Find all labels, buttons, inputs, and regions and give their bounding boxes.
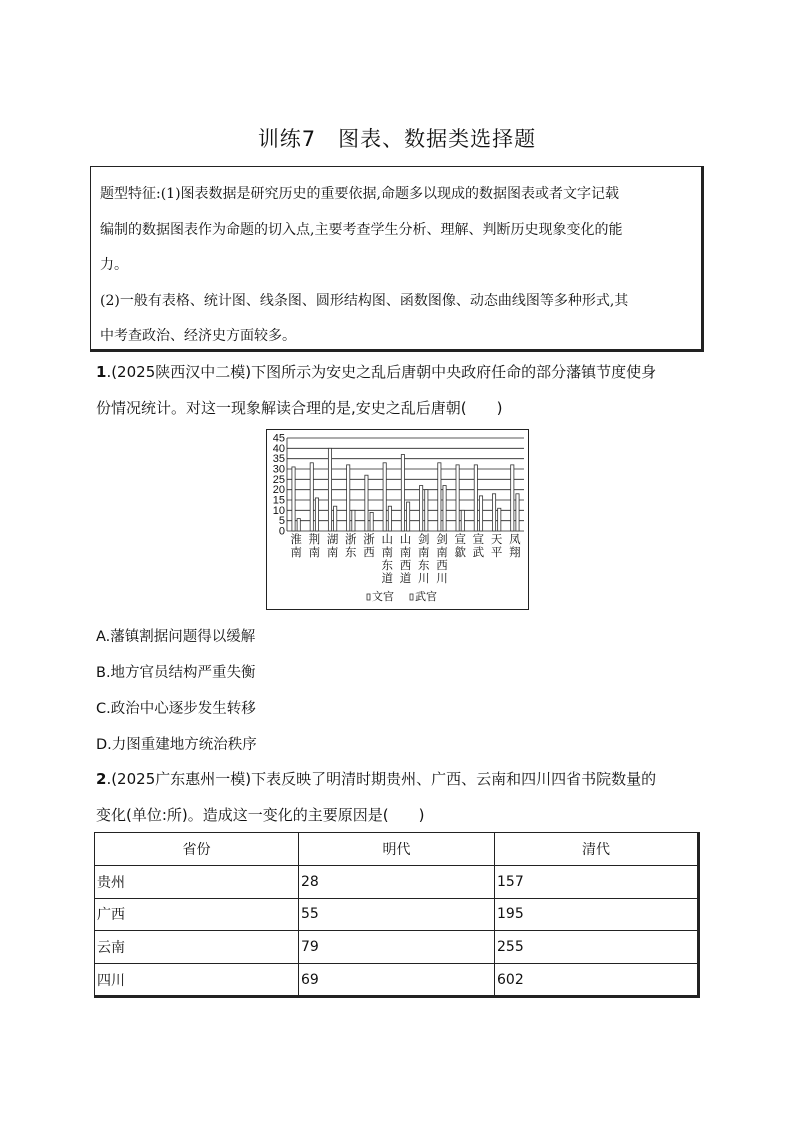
legend-swatch-civil [367, 594, 370, 600]
y-tick-label: 10 [272, 504, 285, 517]
bar-civil [420, 486, 423, 531]
y-tick-label: 25 [272, 473, 285, 486]
table-cell: 195 [495, 898, 699, 931]
table-cell: 云南 [95, 931, 299, 964]
x-category-label: 南 [417, 545, 430, 559]
question-2-number: 2 [96, 770, 107, 788]
table-header-row [95, 833, 699, 866]
academy-count-table [94, 832, 700, 998]
bar-civil [310, 463, 313, 531]
y-tick-label: 40 [272, 442, 285, 455]
bar-civil [292, 467, 295, 531]
table-cell: 广西 [95, 898, 299, 931]
table-cell: 69 [299, 964, 495, 997]
intro-line-1: 题型特征:(1)图表数据是研究历史的重要依据,命题多以现成的数据图表或者文字记载 [100, 186, 619, 202]
x-category-label: 东 [417, 558, 430, 572]
x-category-label: 天 [490, 532, 503, 546]
table-cell: 28 [299, 865, 495, 898]
question-1-line-2: 份情况统计。对这一现象解读合理的是,安史之乱后唐朝( ) [96, 399, 503, 417]
x-category-label: 西 [399, 558, 412, 572]
question-2-text-1: .(2025广东惠州一模)下表反映了明清时期贵州、广西、云南和四川四省书院数量的 [106, 770, 657, 788]
bar-military [370, 512, 373, 531]
x-category-label: 山 [399, 532, 412, 546]
table-cell: 贵州 [95, 865, 299, 898]
bar-military [352, 510, 355, 531]
intro-line-4: (2)一般有表格、统计图、线条图、圆形结构图、函数图像、动态曲线图等多种形式,其 [100, 292, 629, 309]
table-row [95, 898, 699, 931]
table-cell: 四川 [95, 964, 299, 997]
page-title: 训练7 图表、数据类选择题 [257, 127, 537, 151]
x-category-label: 浙 [345, 532, 357, 546]
x-category-label: 南 [308, 545, 321, 559]
table-cell: 255 [495, 931, 699, 964]
table-header-ming: 明代 [299, 833, 495, 866]
bar-civil [456, 465, 459, 531]
question-1-stem [96, 354, 706, 426]
x-category-label: 凤 [509, 532, 521, 546]
bar-civil [347, 465, 350, 531]
bar-civil [383, 463, 386, 531]
x-category-label: 南 [326, 545, 339, 559]
table-cell: 602 [495, 964, 699, 997]
bar-civil [401, 455, 404, 531]
legend-label-civil: 文官 [372, 590, 394, 603]
intro-line-5: 中考查政治、经济史方面较多。 [100, 328, 296, 344]
table-row [95, 964, 699, 997]
x-category-label: 武 [472, 545, 485, 559]
y-tick-label: 5 [278, 515, 285, 528]
y-tick-label: 35 [272, 453, 285, 466]
x-category-label: 剑 [417, 532, 430, 546]
x-category-label: 荆 [308, 532, 321, 546]
bar-military [388, 506, 391, 531]
x-category-label: 西 [363, 545, 375, 559]
x-category-label: 宣 [454, 532, 466, 546]
x-category-label: 东 [381, 558, 394, 572]
x-category-label: 南 [290, 545, 302, 559]
question-1-line-1 [96, 354, 706, 390]
x-category-label: 川 [436, 571, 448, 585]
bar-military [443, 486, 446, 531]
bar-military [297, 519, 300, 531]
option-a: A.藩镇割据问题得以缓解 [96, 629, 256, 645]
x-category-label: 川 [417, 571, 430, 585]
x-category-label: 宣 [472, 532, 485, 546]
x-category-label: 湖 [326, 532, 339, 546]
x-category-label: 道 [381, 571, 394, 585]
x-category-label: 南 [436, 545, 448, 559]
legend-label-military: 武官 [415, 590, 437, 603]
bar-military [315, 498, 318, 531]
table-header-qing: 清代 [495, 833, 699, 866]
bar-military [334, 506, 337, 531]
question-1-text-1: .(2025陕西汉中二模)下图所示为安史之乱后唐朝中央政府任命的部分藩镇节度使身 [106, 363, 657, 381]
table-cell: 55 [299, 898, 495, 931]
bar-military [479, 496, 482, 531]
x-category-label: 翔 [509, 545, 521, 559]
x-category-label: 淮 [290, 532, 302, 546]
y-tick-label: 0 [278, 525, 285, 538]
bar-military [425, 490, 428, 531]
bar-civil [474, 465, 477, 531]
table-row [95, 931, 699, 964]
bar-civil [438, 463, 441, 531]
option-d: D.力图重建地方统治秩序 [96, 737, 257, 753]
question-2-stem [96, 761, 706, 833]
x-category-label: 剑 [436, 532, 448, 546]
question-2-line-2: 变化(单位:所)。造成这一变化的主要原因是( ) [96, 806, 425, 824]
bar-military [498, 508, 501, 531]
question-1-number: 1 [96, 363, 107, 381]
x-category-label: 南 [381, 545, 394, 559]
bar-civil [511, 465, 514, 531]
bar-chart-svg [267, 430, 528, 609]
table-header-province: 省份 [95, 833, 299, 866]
question-2-line-1 [96, 761, 706, 797]
x-category-label: 歙 [454, 545, 466, 559]
bar-civil [365, 475, 368, 531]
table-row [95, 865, 699, 898]
option-c: C.政治中心逐步发生转移 [96, 701, 256, 717]
table-cell: 157 [495, 865, 699, 898]
x-category-label: 山 [381, 532, 394, 546]
x-category-label: 东 [345, 545, 357, 559]
table-cell: 79 [299, 931, 495, 964]
legend-swatch-military [410, 594, 413, 600]
x-category-label: 南 [399, 545, 412, 559]
x-category-label: 浙 [363, 532, 375, 546]
bar-chart [266, 429, 529, 610]
bar-military [516, 494, 519, 531]
y-tick-label: 45 [272, 432, 285, 445]
y-tick-label: 20 [272, 484, 285, 497]
intro-line-2: 编制的数据图表作为命题的切入点,主要考查学生分析、理解、判断历史现象变化的能 [100, 221, 623, 238]
bar-military [461, 510, 464, 531]
bar-military [407, 502, 410, 531]
x-category-label: 西 [436, 558, 448, 572]
question-type-features-box [90, 166, 704, 352]
x-category-label: 道 [399, 571, 412, 585]
option-b: B.地方官员结构严重失衡 [96, 665, 256, 681]
y-tick-label: 15 [272, 494, 285, 507]
bar-civil [492, 494, 495, 531]
x-category-label: 平 [490, 545, 503, 559]
y-tick-label: 30 [272, 463, 285, 476]
intro-line-3: 力。 [100, 257, 128, 273]
bar-civil [328, 448, 331, 531]
